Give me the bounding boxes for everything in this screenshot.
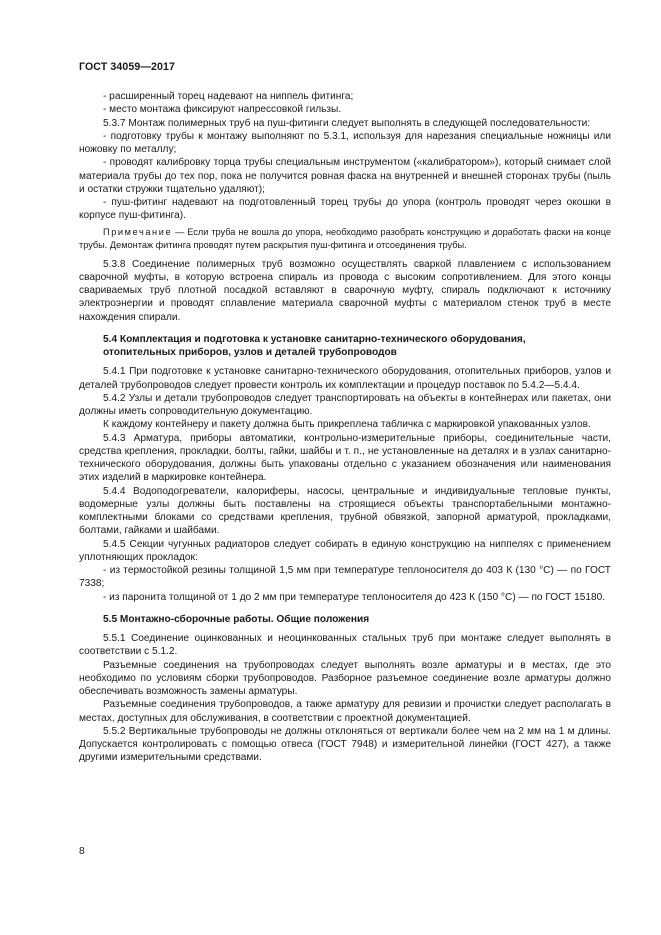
section-title-line: 5.4 Комплектация и подготовка к установке санитарно-технического оборудования,	[103, 333, 526, 345]
section-title-5-5: 5.5 Монтажно-сборочные работы. Общие положения	[103, 613, 370, 625]
paragraph: 5.5.1 Соединение оцинкованных и неоцинкованных стальных труб при монтаже следует выполнять в соответствии с 5.1.2.	[79, 633, 611, 658]
section-title-5-4	[79, 333, 611, 360]
list-item: - из паронита толщиной от 1 до 2 мм при температуре теплоносителя до 423 К (150 °С) — по ГОСТ 15180.	[103, 591, 606, 603]
note-text: — Если труба не вошла до упора, необходимо разобрать конструкцию и доработать фаски на конце трубы. Демонтаж фитинга проводят путем раскрытия пуш-фитинга и отсоединения трубы.	[79, 226, 611, 250]
paragraph: 5.4.2 Узлы и детали трубопроводов следует транспортировать на объекты в контейнерах или пакетах, они должны иметь сопроводительную документацию.	[79, 392, 611, 418]
paragraph: - расширенный торец надевают на ниппель фитинга;	[103, 91, 354, 102]
paragraph: Разъемные соединения трубопроводов, а также арматуру для ревизии и прочистки следует располагать в местах, доступных для обслуживания, в соответствии с проектной документацией.	[79, 699, 611, 724]
paragraph: 5.3.8 Соединение полимерных труб возможно осуществлять сваркой плавлением с использованием сварочной муфты, в которую встроена спираль из провода с высоким сопротивлением. Для этого концы свариваемых труб плотной посадкой вставляют в сварочную муфту, спираль подключают к источнику электроэнергии и проводят сплавление материала сварочной муфты с материалом стенок труб в месте нахождения спирали.	[79, 258, 611, 323]
list-item: - подготовку трубы к монтажу выполняют по 5.3.1, используя для нарезания специальные ножницы или ножовку по металлу;	[79, 130, 611, 155]
document-body	[79, 90, 611, 765]
document-header: ГОСТ 34059—2017	[79, 61, 176, 73]
section-title-line: отопительных приборов, узлов и деталей трубопроводов	[103, 347, 397, 359]
paragraph: 5.4.4 Водоподогреватели, калориферы, насосы, центральные и индивидуальные тепловые пункты, водомерные узлы должны быть поставлены на строящиеся объекты транспортабельными монтажно-комплектными блоками со средствами крепления, трубной обвязкой, запорной арматурой, прокладками, болтами, гайками и шайбами.	[79, 485, 611, 537]
note	[79, 226, 611, 252]
paragraph: 5.4.5 Секции чугунных радиаторов следует собирать в единую конструкцию на ниппелях с применением уплотняющих прокладок:	[79, 538, 611, 563]
paragraph: 5.5.2 Вертикальные трубопроводы не должны отклоняться от вертикали более чем на 2 мм на 1 м длины. Допускается контролировать с помощью отвеса (ГОСТ 7948) и измерительной линейки (ГОСТ 427), а также другими измерительными средствами.	[79, 725, 611, 764]
paragraph: 5.4.3 Арматура, приборы автоматики, контрольно-измерительные приборы, соединительные части, средства крепления, прокладки, болты, гайки, шайбы и т. п., не установленные на деталях и в узлах санитарно-технического оборудования, должны быть упакованы отдельно с указанием обозначения или наименования этих изделий в маркировке контейнера.	[79, 432, 611, 484]
paragraph: - место монтажа фиксируют напрессовкой гильзы.	[103, 104, 342, 116]
paragraph: Разъемные соединения на трубопроводах следует выполнять возле арматуры и в местах, где это необходимо по условиям сборки трубопроводов. Разборное разъемное соединение возле арматуры должно обеспечивать возможность замены арматуры.	[79, 659, 611, 698]
note-label: Примечание	[103, 226, 173, 237]
paragraph: К каждому контейнеру и пакету должна быть прикреплена табличка с маркировкой упакованных узлов.	[103, 419, 591, 431]
list-item: - пуш-фитинг надевают на подготовленный торец трубы до упора (контроль проводят через окошки в корпусе пуш-фитинга).	[79, 197, 611, 222]
page-number: 8	[79, 846, 85, 857]
paragraph: 5.3.7 Монтаж полимерных труб на пуш-фитинги следует выполнять в следующей последовательности:	[103, 117, 591, 129]
list-item: - из термостойкой резины толщиной 1,5 мм при температуре теплоносителя до 403 К (130 °С) — по ГОСТ 7338;	[79, 565, 611, 590]
paragraph: 5.4.1 При подготовке к установке санитарно-технического оборудования, отопительных приборов, узлов и деталей трубопроводов следует провести контроль их комплектации и процедур поставок по 5.4.2—5.4.4.	[79, 366, 611, 391]
list-item: - проводят калибровку торца трубы специальным инструментом («калибратором»), который снимает слой материала трубы до тех пор, пока не получится ровная фаска на внутренней и внешней сторонах трубы (пыль и остатки стружки тщательно удаляют);	[79, 157, 611, 195]
